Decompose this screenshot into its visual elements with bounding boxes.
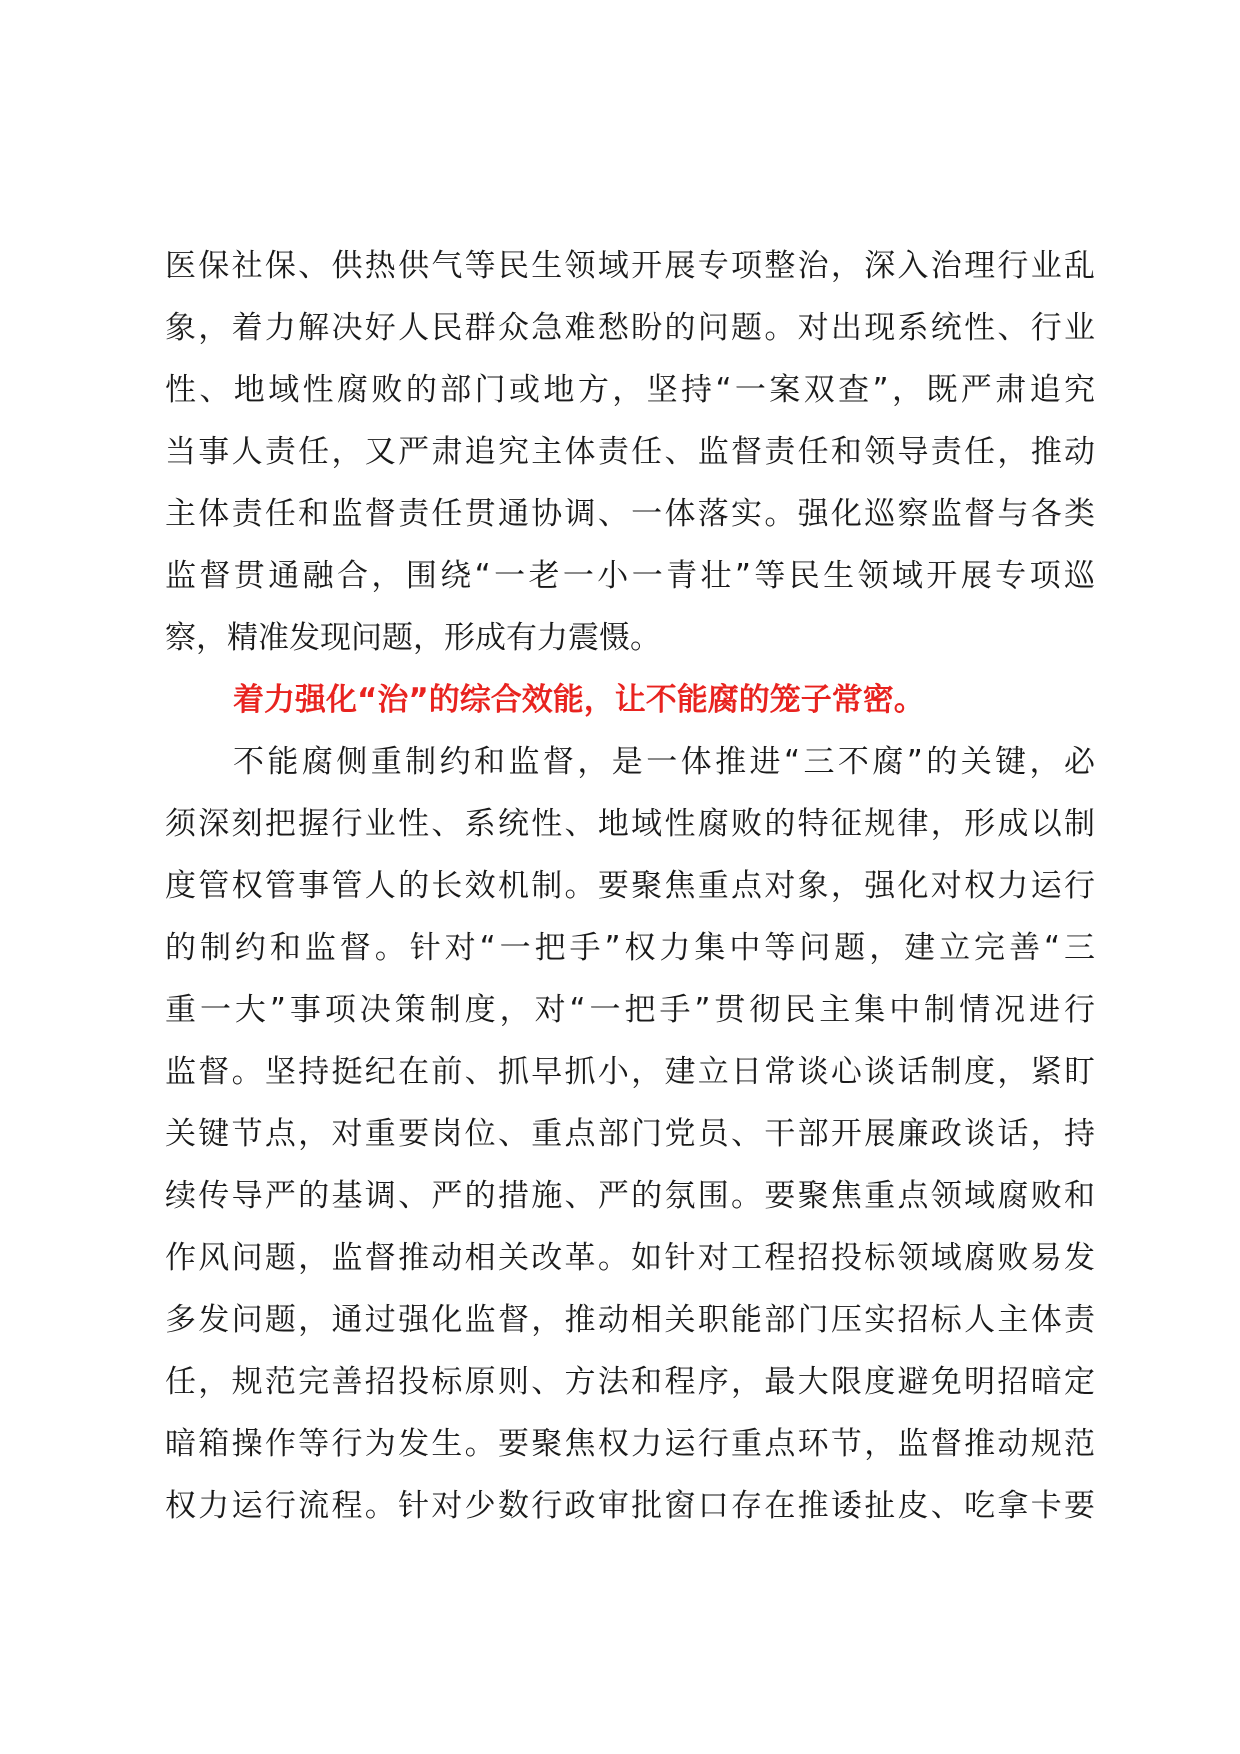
paragraph-2-line: 度管权管事管人的长效机制。要聚焦重点对象，强化对权力运行: [165, 868, 1095, 904]
paragraph-2-line: 任，规范完善招投标原则、方法和程序，最大限度避免明招暗定: [165, 1364, 1095, 1400]
paragraph-1-line: 当事人责任，又严肃追究主体责任、监督责任和领导责任，推动: [165, 434, 1095, 470]
paragraph-2-line: 作风问题，监督推动相关改革。如针对工程招投标领域腐败易发: [165, 1240, 1095, 1276]
paragraph-2-line: 重一大”事项决策制度，对“一把手”贯彻民主集中制情况进行: [165, 992, 1095, 1028]
paragraph-2-line: 多发问题，通过强化监督，推动相关职能部门压实招标人主体责: [165, 1302, 1095, 1338]
section-heading: 着力强化“治”的综合效能，让不能腐的笼子常密。: [233, 682, 925, 718]
paragraph-1-line: 察，精准发现问题，形成有力震慑。: [165, 620, 661, 656]
paragraph-2-line: 续传导严的基调、严的措施、严的氛围。要聚焦重点领域腐败和: [165, 1178, 1095, 1214]
paragraph-2-line: 关键节点，对重要岗位、重点部门党员、干部开展廉政谈话，持: [165, 1116, 1095, 1152]
paragraph-1-line: 监督贯通融合，围绕“一老一小一青壮”等民生领域开展专项巡: [165, 558, 1095, 594]
paragraph-2-line: 权力运行流程。针对少数行政审批窗口存在推诿扯皮、吃拿卡要: [165, 1488, 1095, 1524]
paragraph-2-line: 须深刻把握行业性、系统性、地域性腐败的特征规律，形成以制: [165, 806, 1095, 842]
paragraph-1-line: 性、地域性腐败的部门或地方，坚持“一案双查”，既严肃追究: [165, 372, 1095, 408]
paragraph-2-line: 监督。坚持挺纪在前、抓早抓小，建立日常谈心谈话制度，紧盯: [165, 1054, 1095, 1090]
document-body: [165, 235, 1095, 1537]
paragraph-2-line: 不能腐侧重制约和监督，是一体推进“三不腐”的关键，必: [233, 744, 1095, 780]
paragraph-1-line: 象，着力解决好人民群众急难愁盼的问题。对出现系统性、行业: [165, 310, 1095, 346]
paragraph-1-line: 医保社保、供热供气等民生领域开展专项整治，深入治理行业乱: [165, 248, 1095, 284]
paragraph-2-line: 的制约和监督。针对“一把手”权力集中等问题，建立完善“三: [165, 930, 1095, 966]
paragraph-2-line: 暗箱操作等行为发生。要聚焦权力运行重点环节，监督推动规范: [165, 1426, 1095, 1462]
paragraph-1-line: 主体责任和监督责任贯通协调、一体落实。强化巡察监督与各类: [165, 496, 1095, 532]
